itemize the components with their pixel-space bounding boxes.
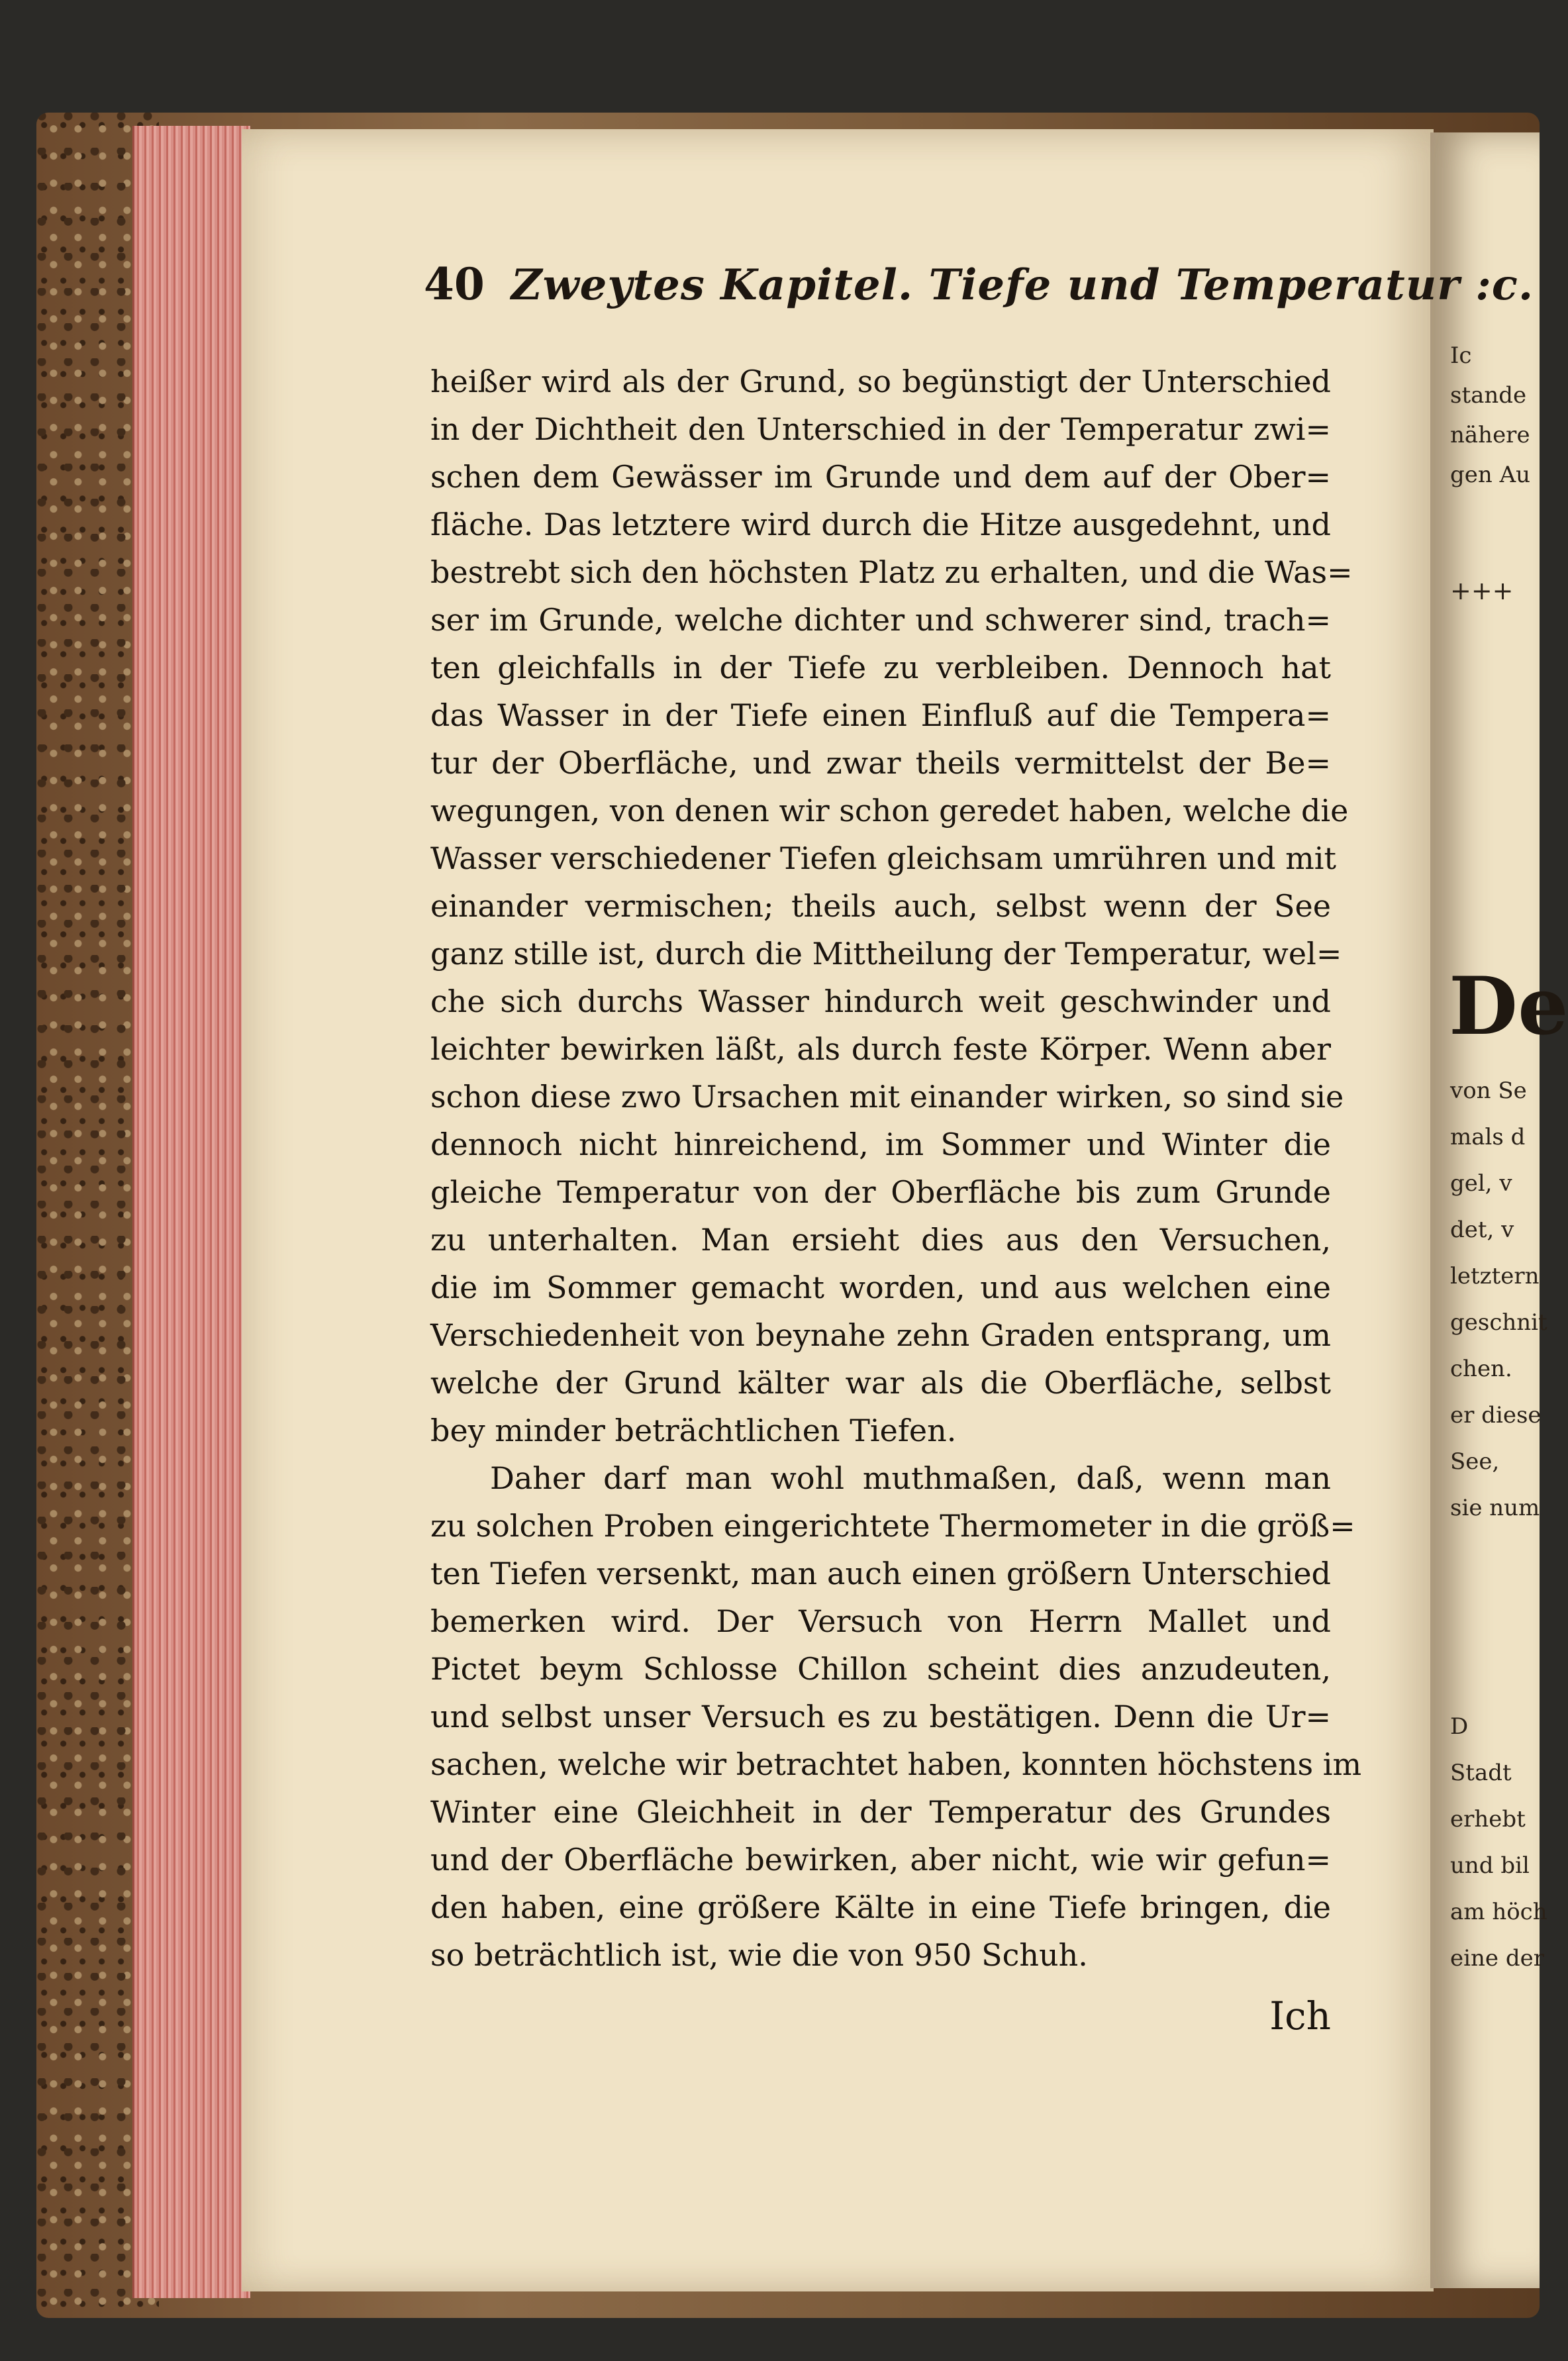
text-line: schen dem Gewässer im Grunde und dem auf der Ober= [430, 459, 1331, 495]
facing-line: und bil [1450, 1852, 1530, 1879]
facing-line: sie num [1450, 1495, 1540, 1521]
text-line: sachen, welche wir betrachtet haben, konnten höchstens im [430, 1746, 1362, 1782]
catchword: Ich [1269, 1993, 1331, 2038]
facing-line: chen. [1450, 1356, 1512, 1382]
text-line: Verschiedenheit von beynahe zehn Graden entsprang, um [430, 1317, 1331, 1353]
text-line: und selbst unser Versuch es zu bestätigen. Denn die Ur= [430, 1699, 1331, 1734]
text-line: bey minder beträchtlichen Tiefen. [430, 1413, 957, 1448]
text-line: ten gleichfalls in der Tiefe zu verbleiben. Dennoch hat [430, 650, 1331, 685]
facing-line: gel, v [1450, 1170, 1512, 1197]
text-line: ganz stille ist, durch die Mittheilung der Temperatur, wel= [430, 936, 1342, 972]
paragraph-1 [430, 358, 1353, 1454]
text-line: welche der Grund kälter war als die Oberfläche, selbst [430, 1365, 1331, 1401]
facing-line: Ic [1450, 342, 1472, 369]
facing-line: D [1450, 1713, 1469, 1740]
facing-line: det, v [1450, 1217, 1514, 1243]
running-head: Zweytes Kapitel. Tiefe und Temperatur :c. [511, 260, 1534, 310]
text-line: zu unterhalten. Man ersieht dies aus den Versuchen, [430, 1222, 1331, 1258]
text-line: zu solchen Proben eingerichtete Thermometer in die größ= [430, 1508, 1355, 1544]
facing-line: am höch [1450, 1899, 1547, 1925]
text-line: che sich durchs Wasser hindurch weit geschwinder und [430, 983, 1331, 1019]
facing-line: nähere [1450, 422, 1530, 448]
facing-line: letztern [1450, 1263, 1540, 1289]
text-line: leichter bewirken läßt, als durch feste Körper. Wenn aber [430, 1031, 1331, 1067]
body-text [430, 358, 1362, 1979]
text-line: ser im Grunde, welche dichter und schwerer sind, trach= [430, 602, 1331, 638]
facing-line: eine der [1450, 1945, 1544, 1972]
facing-line: mals d [1450, 1124, 1526, 1150]
facing-line: Stadt [1450, 1760, 1512, 1786]
text-line: einander vermischen; theils auch, selbst wenn der See [430, 888, 1331, 924]
text-line: bestrebt sich den höchsten Platz zu erhalten, und die Was= [430, 554, 1353, 590]
facing-line: von Se [1450, 1078, 1527, 1104]
facing-line: See, [1450, 1448, 1500, 1475]
text-line: schon diese zwo Ursachen mit einander wirken, so sind sie [430, 1079, 1344, 1115]
facing-line: er diese [1450, 1402, 1542, 1429]
text-line: den haben, eine größere Kälte in eine Tiefe bringen, die [430, 1889, 1331, 1925]
text-line: die im Sommer gemacht worden, und aus welchen eine [430, 1270, 1331, 1305]
text-line: Daher darf man wohl muthmaßen, daß, wenn man [490, 1460, 1331, 1496]
facing-line: geschnit [1450, 1309, 1547, 1336]
text-line: dennoch nicht hinreichend, im Sommer und Winter die [430, 1127, 1331, 1162]
paragraph-2 [430, 1454, 1362, 1979]
text-line: wegungen, von denen wir schon geredet haben, welche die [430, 793, 1349, 829]
text-line: tur der Oberfläche, und zwar theils vermittelst der Be= [430, 745, 1331, 781]
text-line: ten Tiefen versenkt, man auch einen größern Unterschied [430, 1556, 1331, 1591]
red-page-edges [132, 126, 250, 2298]
facing-ornament: +++ [1450, 576, 1514, 605]
text-line: Winter eine Gleichheit in der Temperatur des Grundes [430, 1794, 1331, 1830]
text-line: und der Oberfläche bewirken, aber nicht, wie wir gefun= [430, 1842, 1331, 1878]
text-line: bemerken wird. Der Versuch von Herrn Mallet und [430, 1603, 1331, 1639]
page-number: 40 [424, 258, 485, 310]
facing-initial: De [1449, 960, 1568, 1053]
page-header [424, 258, 1534, 310]
text-line: gleiche Temperatur von der Oberfläche bis zum Grunde [430, 1174, 1331, 1210]
text-line: in der Dichtheit den Unterschied in der Temperatur zwi= [430, 411, 1331, 447]
text-line: Pictet beym Schlosse Chillon scheint dies anzudeuten, [430, 1651, 1331, 1687]
text-line: fläche. Das letztere wird durch die Hitze ausgedehnt, und [430, 507, 1331, 542]
text-line: so beträchtlich ist, wie die von 950 Schuh. [430, 1937, 1088, 1973]
facing-line: gen Au [1450, 462, 1531, 488]
text-line: das Wasser in der Tiefe einen Einfluß auf die Tempera= [430, 697, 1331, 733]
facing-line: stande [1450, 382, 1527, 409]
facing-line: erhebt [1450, 1806, 1526, 1833]
text-line: Wasser verschiedener Tiefen gleichsam umrühren und mit [430, 840, 1336, 876]
text-line: heißer wird als der Grund, so begünstigt der Unterschied [430, 364, 1331, 399]
